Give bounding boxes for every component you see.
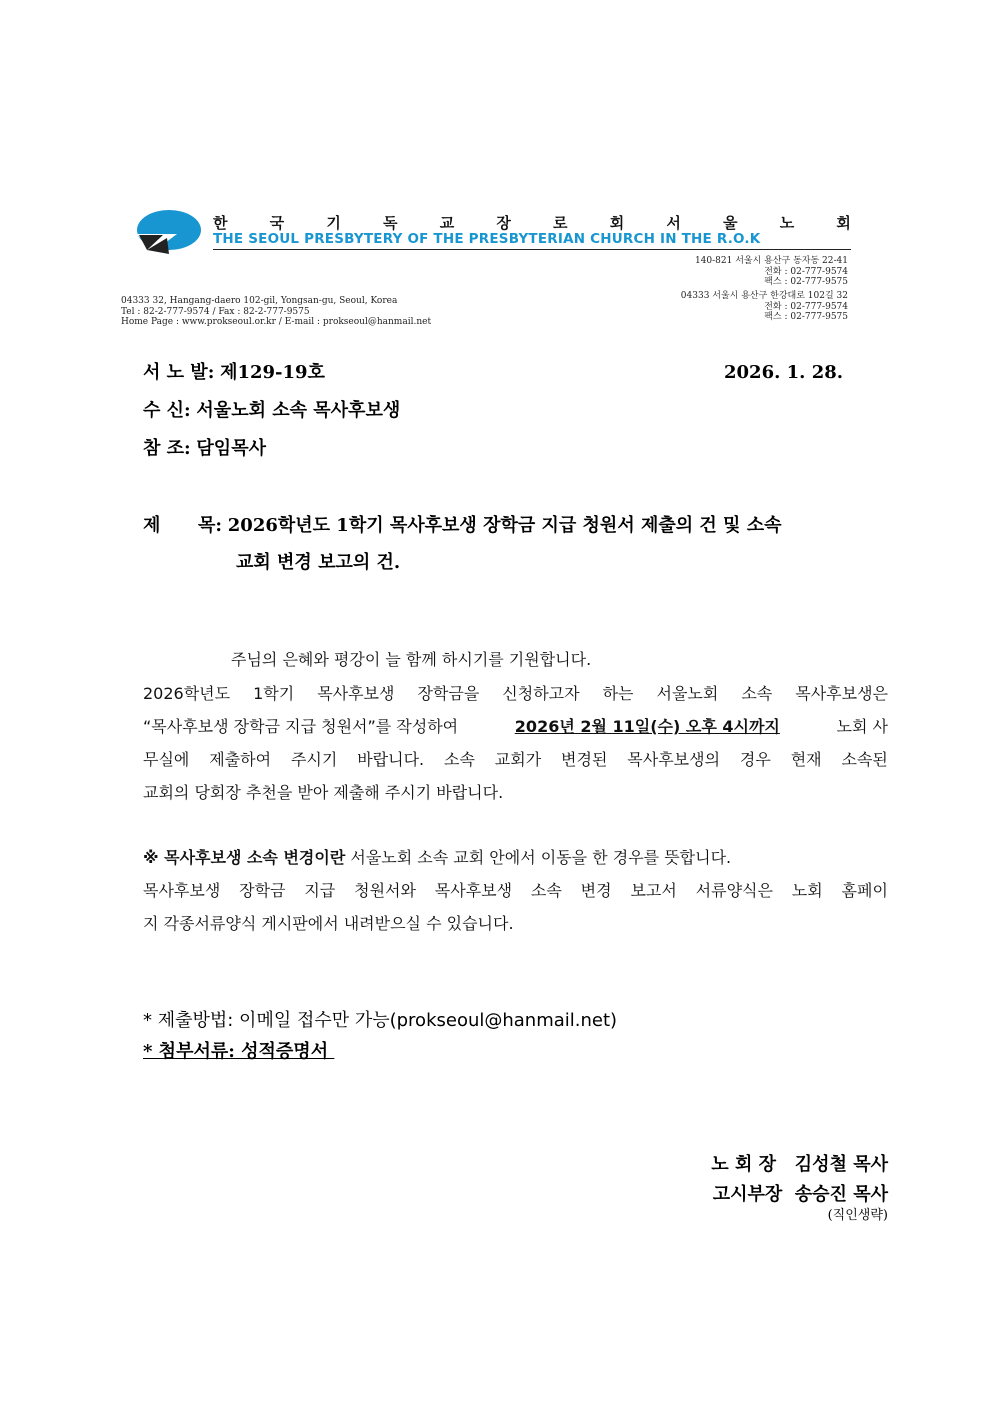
address-old: 140-821 서울시 용산구 동자동 22-41 전화 : 02-777-9574 팩스 : 02-777-9575	[694, 256, 848, 287]
letterhead-divider	[213, 249, 851, 250]
presbytery-logo	[133, 210, 201, 254]
paragraph-2-line-3: 지 각종서류양식 게시판에서 내려받으실 수 있습니다.	[143, 914, 514, 933]
note-line: ※ 목사후보생 소속 변경이란 서울노회 소속 교회 안에서 이동을 한 경우를 뜻합니다.	[143, 848, 732, 867]
paragraph-1-line-4: 교회의 당회장 추천을 받아 제출해 주시기 바랍니다.	[143, 783, 504, 802]
reference: 참 조: 담임목사	[143, 438, 266, 459]
deadline: 2026년 2월 11일(수) 오후 4시까지	[514, 717, 780, 736]
address-english: 04333 32, Hangang-daero 102-gil, Yongsan-gu, Seoul, Korea Tel : 82-2-777-9574 / Fax : 82-2-777-9575 Home Page : www.prokseoul.or.kr / E-mail : prokseoul@hanmail.net	[121, 296, 432, 327]
attachment-list: * 첨부서류: 성적증명서	[143, 1041, 335, 1062]
greeting: 주님의 은혜와 평강이 늘 함께 하시기를 기원합니다.	[231, 650, 592, 669]
signature-moderator: 노 회 장 김성철 목사	[711, 1154, 888, 1175]
seal-omitted-note: (직인생략)	[827, 1208, 888, 1223]
recipient: 수 신: 서울노회 소속 목사후보생	[143, 400, 401, 421]
org-name-korean: 한 국 기 독 교 장 로 회 서 울 노 회	[213, 214, 851, 232]
address-new: 04333 서울시 용산구 한강대로 102길 32 전화 : 02-777-9574 팩스 : 02-777-9575	[680, 291, 848, 322]
org-name-english: THE SEOUL PRESBYTERY OF THE PRESBYTERIAN CHURCH IN THE R.O.K	[213, 231, 761, 247]
submission-method: * 제출방법: 이메일 접수만 가능(prokseoul@hanmail.net)	[143, 1010, 618, 1031]
paragraph-1-line-3: 무실에 제출하여 주시기 바랍니다. 소속 교회가 변경된 목사후보생의 경우 현재 소속된	[143, 750, 888, 769]
paragraph-1-line-2: “목사후보생 장학금 지급 청원서”를 작성하여 2026년 2월 11일(수) 오후 4시까지 노회 사	[143, 717, 888, 736]
subject-continued: 교회 변경 보고의 건.	[236, 552, 401, 573]
signature-exam-chair: 고시부장 송승진 목사	[712, 1184, 888, 1205]
paragraph-1-line-1: 2026학년도 1학기 목사후보생 장학금을 신청하고자 하는 서울노회 소속 목사후보생은	[143, 684, 888, 703]
paragraph-2-line-2: 목사후보생 장학금 지급 청원서와 목사후보생 소속 변경 보고서 서류양식은 노회 홈페이	[143, 881, 888, 900]
document-date: 2026. 1. 28.	[724, 362, 844, 383]
document-number: 서 노 발: 제129-19호	[143, 362, 325, 383]
subject: 제 목: 2026학년도 1학기 목사후보생 장학금 지급 청원서 제출의 건 및 소속	[143, 515, 782, 536]
